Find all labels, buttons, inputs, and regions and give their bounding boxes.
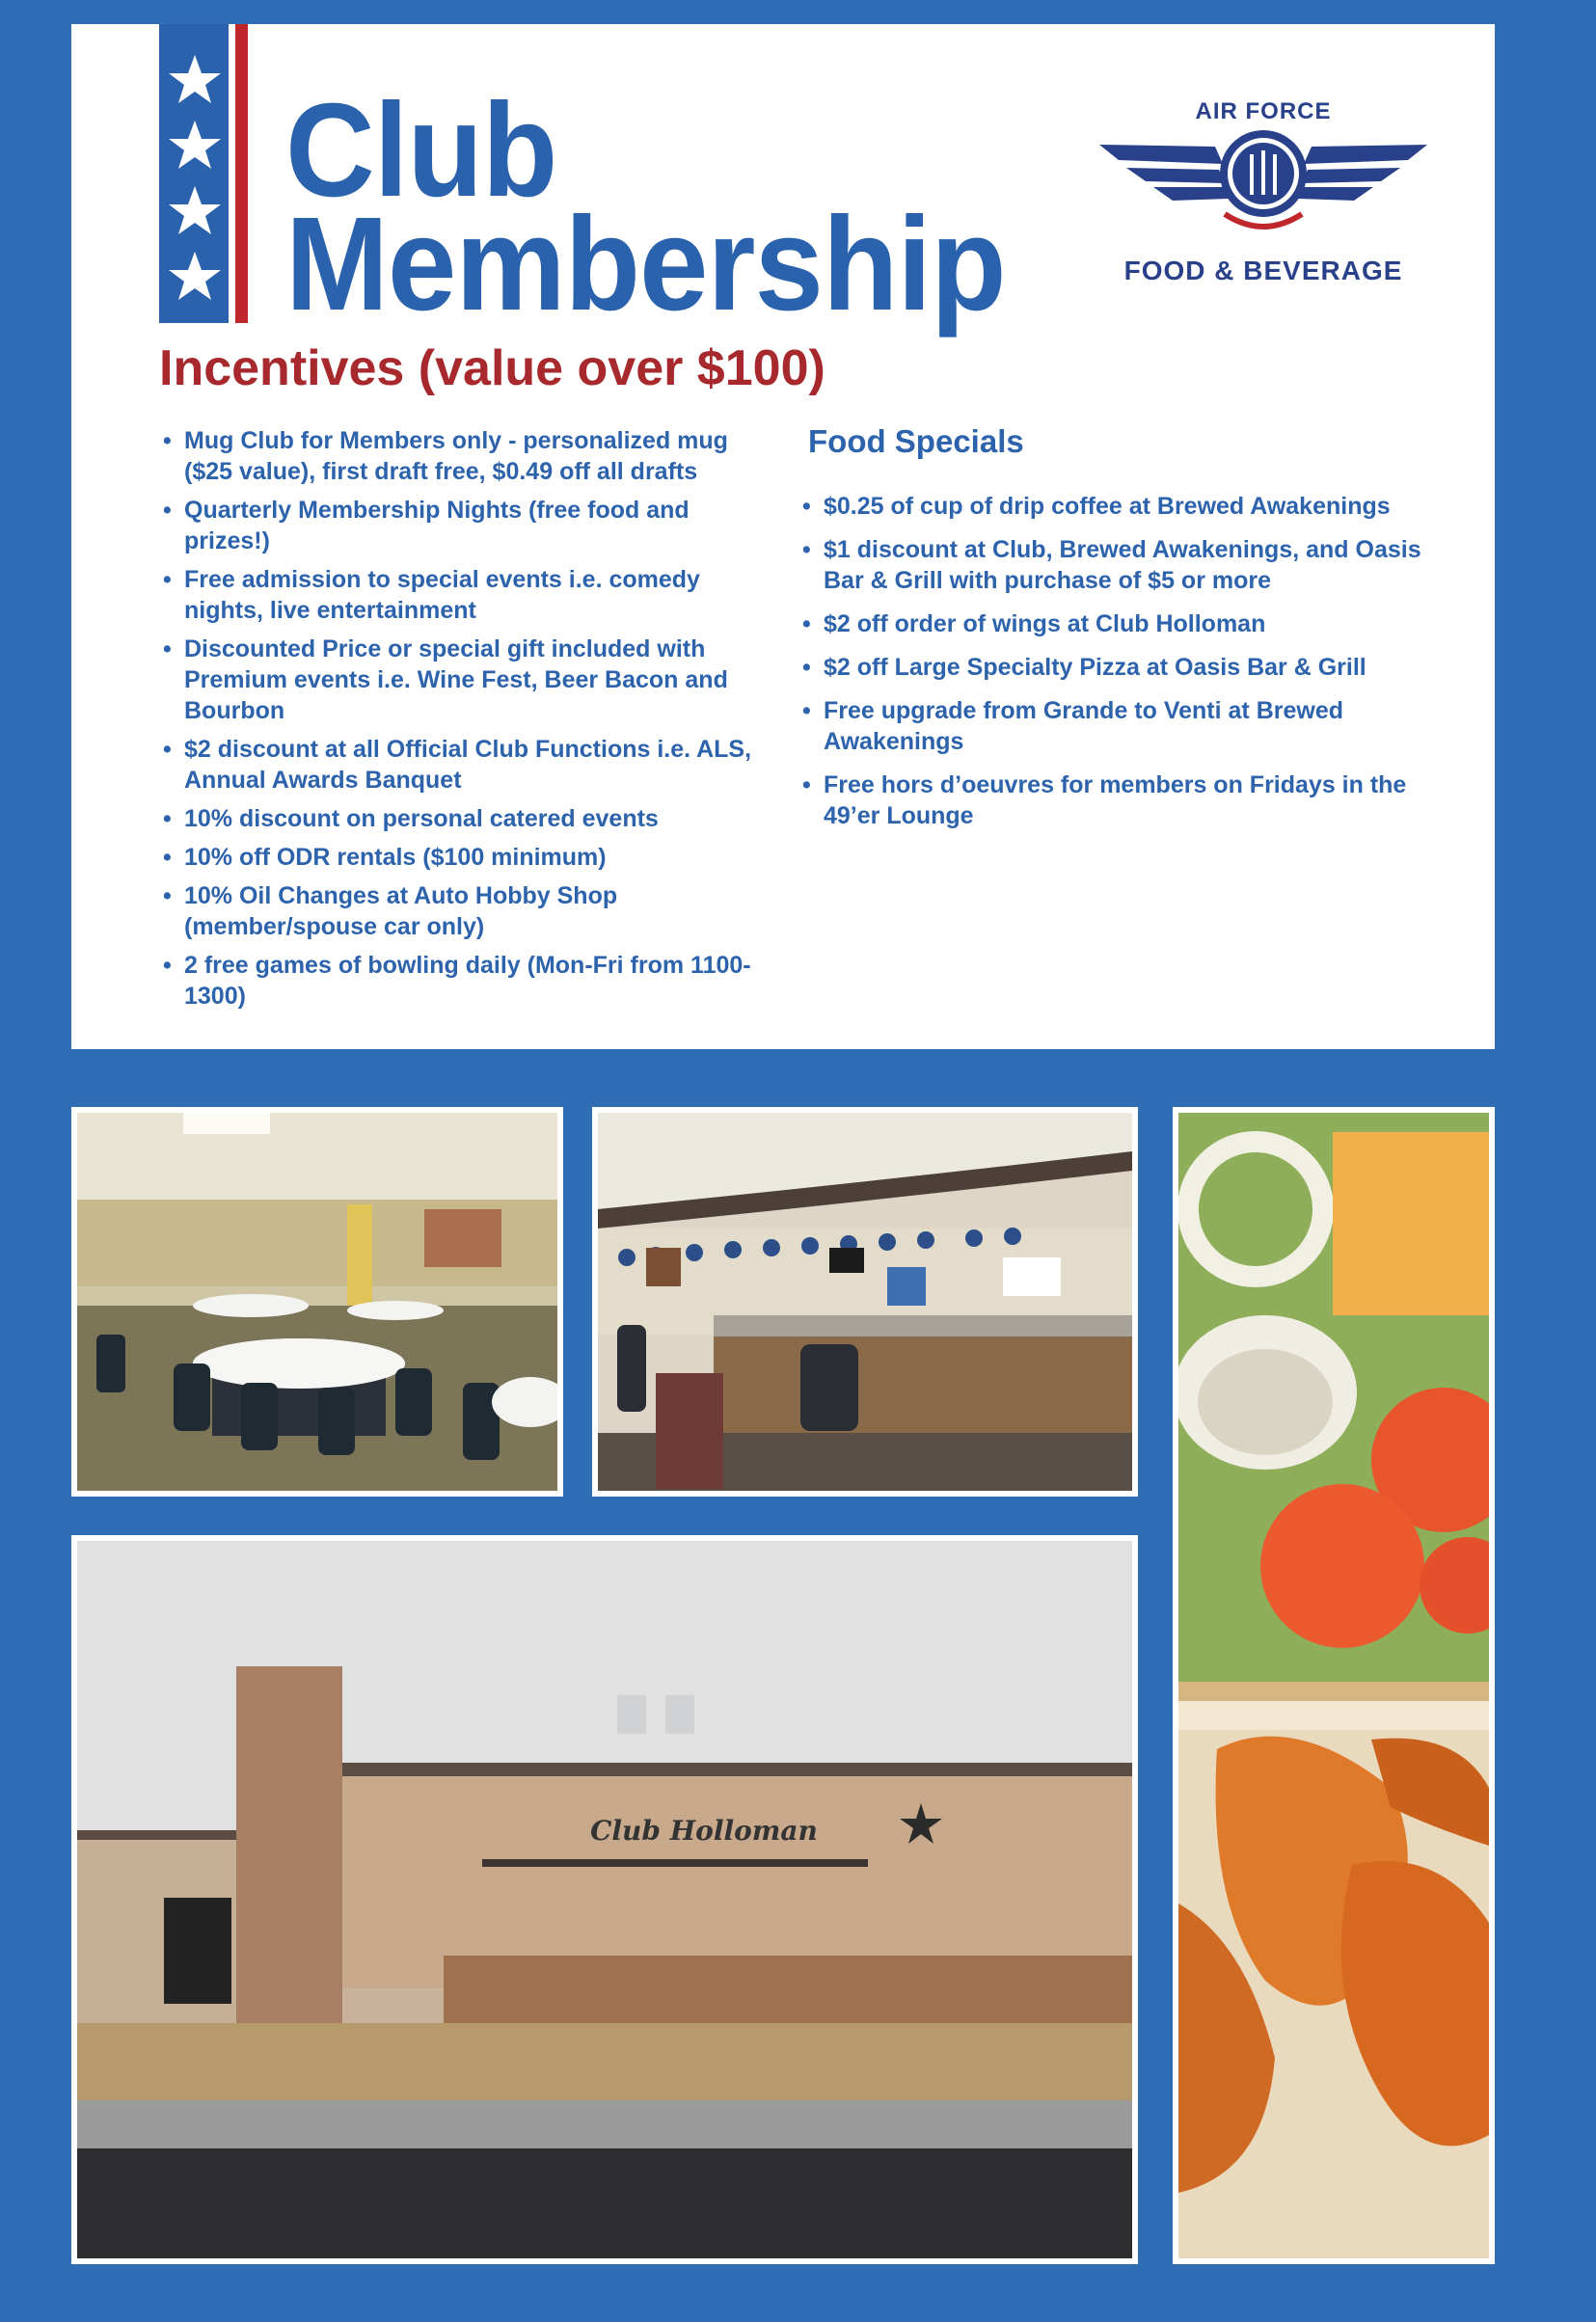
wings-emblem-icon (1099, 125, 1427, 251)
list-item: • 10% Oil Changes at Auto Hobby Shop (member/spouse car only) (159, 880, 762, 942)
list-item: • $2 discount at all Official Club Functions i.e. ALS, Annual Awards Banquet (159, 734, 762, 796)
building-sign-text: Club Holloman (590, 1815, 818, 1847)
food-specials-heading: Food Specials (808, 423, 1024, 459)
incentives-subtitle: Incentives (value over $100) (159, 340, 825, 396)
list-item: • 10% off ODR rentals ($100 minimum) (159, 842, 762, 873)
title-line-2: Membership (285, 190, 1006, 338)
list-item: • $0.25 of cup of drip coffee at Brewed Awakenings (798, 491, 1454, 522)
list-item: • $2 off Large Specialty Pizza at Oasis Bar & Grill (798, 652, 1454, 683)
list-item: • 2 free games of bowling daily (Mon-Fri from 1100-1300) (159, 950, 762, 1012)
list-item: • Free upgrade from Grande to Venti at Brewed Awakenings (798, 695, 1454, 757)
bar-lounge-photo (592, 1107, 1138, 1497)
list-item: • Mug Club for Members only - personalized mug ($25 value), first draft free, $0.49 off all drafts (159, 425, 762, 487)
list-item: • Quarterly Membership Nights (free food and prizes!) (159, 495, 762, 556)
flyer-panel (71, 24, 1495, 1049)
air-force-food-beverage-logo (1099, 72, 1427, 285)
list-item: • Free hors d’oeuvres for members on Fridays in the 49’er Lounge (798, 770, 1454, 831)
logo-top-text: AIR FORCE (1195, 98, 1332, 124)
food-specials-list (798, 491, 1454, 844)
flag-stars-stripe (159, 24, 248, 323)
logo-bottom-text: FOOD & BEVERAGE (1123, 256, 1403, 285)
incentives-list (159, 425, 762, 1019)
list-item: • 10% discount on personal catered events (159, 803, 762, 834)
club-holloman-building-photo (71, 1535, 1138, 2264)
list-item: • $2 off order of wings at Club Holloman (798, 608, 1454, 639)
banquet-hall-photo (71, 1107, 563, 1497)
salad-and-wings-photo (1173, 1107, 1495, 2264)
title-line-1: Club (285, 76, 557, 225)
list-item: • Free admission to special events i.e. comedy nights, live entertainment (159, 564, 762, 626)
page-title (285, 76, 1006, 338)
list-item: • Discounted Price or special gift included with Premium events i.e. Wine Fest, Beer Bacon and Bourbon (159, 634, 762, 726)
list-item: • $1 discount at Club, Brewed Awakenings, and Oasis Bar & Grill with purchase of $5 or more (798, 534, 1454, 596)
